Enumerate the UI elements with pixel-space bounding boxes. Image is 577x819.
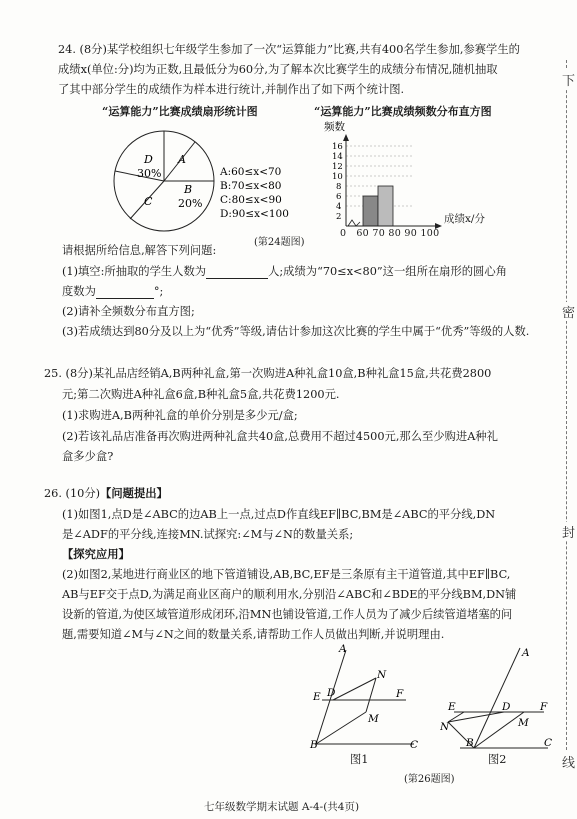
fig1-label-c: C: [410, 739, 419, 750]
hist-ytick: 10: [332, 172, 343, 182]
fig2-label-a: A: [522, 647, 530, 659]
margin-char: 封: [562, 522, 575, 541]
fig2-label-n: N: [440, 721, 450, 733]
hist-ytick: 12: [332, 162, 343, 172]
q24-part1: (1)填空:所抽取的学生人数为 人;成绩为“70≤x<80”这一组所在扇形的圆心角: [62, 265, 507, 278]
legend-d: D:90≤x<100: [220, 208, 289, 220]
answer-blank-angle[interactable]: [96, 285, 154, 299]
fig1-caption: 图1: [350, 753, 369, 766]
answer-blank-count[interactable]: [206, 265, 268, 279]
fig1-label-e: E: [313, 691, 321, 703]
hist-x-label: 成绩x/分: [444, 213, 485, 225]
pie-slices: [114, 131, 214, 231]
q25-line2: 元;第二次购进A种礼盒6盒,B种礼盒5盒,共花费1200元.: [62, 388, 340, 401]
q26-line3: (2)如图2,某地进行商业区的地下管道铺设,AB,BC,EF是三条原有主干道管道,其中EF∥BC,: [62, 568, 511, 581]
pie-label-c: C: [144, 195, 153, 208]
fig1-label-n: N: [377, 669, 387, 681]
fig1-label-d: D: [327, 687, 336, 699]
pie-chart: [108, 125, 318, 240]
q25-line1: 25. (8分)某礼品店经销A,B两种礼盒,第一次购进A种礼盒10盒,B种礼盒15盒,共花费2800: [44, 367, 492, 380]
fig24-caption: (第24题图): [254, 237, 305, 248]
hist-bar-60-70: [363, 196, 378, 226]
legend-a: A:60≤x<70: [220, 166, 282, 178]
q26-heading: 26. (10分)【问题提出】: [44, 486, 168, 500]
fig2-label-m: M: [518, 717, 529, 729]
fig2-caption: 图2: [488, 753, 507, 766]
fig2-label-f: F: [540, 701, 548, 713]
q26-line5: 设新的管道,为使区域管道形成闭环,沿MN也铺设管道,工作人员为了减少后续管道堵塞的问: [62, 608, 513, 621]
fig1-label-f: F: [396, 688, 404, 700]
pie-label-a: A: [178, 153, 186, 166]
pie-label-b-pct: 20%: [178, 197, 203, 210]
q25-line4: (2)若该礼品店准备再次购进两种礼盒共40盒,总费用不超过4500元,那么至少购进A种礼: [62, 430, 498, 443]
pie-label-b: B: [184, 183, 193, 196]
fig1-label-m: M: [368, 713, 379, 725]
q24-intro: 请根据所给信息,解答下列问题:: [62, 244, 217, 257]
pie-chart-title: “运算能力”比赛成绩扇形统计图: [102, 105, 258, 118]
fig2-label-b: B: [466, 737, 474, 749]
pie-label-d-pct: 30%: [137, 167, 162, 180]
fig2-label-d: D: [502, 701, 511, 713]
fig2-label-c: C: [544, 737, 553, 749]
q26-line6: 题,需要知道∠M与∠N之间的数量关系,请帮助工作人员做出判断,并说明理由.: [62, 628, 445, 641]
q24-part3: (3)若成绩达到80分及以上为“优秀”等级,请估计参加这次比赛的学生中属于“优秀”等级的人数.: [62, 325, 530, 338]
q24-line1: 24. (8分)某学校组织七年级学生参加了一次“运算能力”比赛,共有400名学生参加,参赛学生的: [58, 43, 520, 56]
pie-label-d: D: [144, 153, 153, 166]
hist-bar-70-80: [378, 186, 393, 226]
figure-1: [306, 640, 421, 750]
q26-heading2: 【探究应用】: [62, 547, 130, 561]
fig1-label-b: B: [310, 739, 318, 750]
fig26-caption: (第26题图): [404, 774, 455, 785]
hist-ytick: 8: [336, 182, 342, 192]
q26-line1: (1)如图1,点D是∠ABC的边AB上一点,过点D作直线EF∥BC,BM是∠ABC的平分线,DN: [62, 508, 496, 521]
q26-line2: 是∠ADF的平分线,连接MN.试探究:∠M与∠N的数量关系;: [62, 528, 354, 541]
legend-c: C:80≤x<90: [220, 194, 282, 206]
margin-char: 密: [562, 302, 575, 321]
hist-ytick: 14: [332, 152, 343, 162]
hist-ytick: 6: [336, 192, 342, 202]
q24-line3: 了其中部分学生的成绩作为样本进行统计,并制作出了如下两个统计图.: [58, 83, 405, 96]
q24-part1-cont: 度数为 °;: [62, 285, 164, 298]
figure-2: [440, 640, 555, 750]
q24-part2: (2)请补全频数分布直方图;: [62, 305, 195, 318]
hist-xticks: 0 60 70 80 90 100: [340, 228, 440, 239]
margin-char: 下: [562, 70, 575, 89]
page-footer: 七年级数学期末试题 A-4-(共4页): [204, 801, 360, 813]
fig2-label-e: E: [448, 701, 456, 713]
legend-b: B:70≤x<80: [220, 180, 282, 192]
hist-ytick: 4: [336, 202, 342, 212]
histogram-title: “运算能力”比赛成绩频数分布直方图: [314, 105, 492, 118]
q24-line2: 成绩x(单位:分)均为正数,且最低分为60分,为了解本次比赛学生的成绩分布情况,随机抽取: [58, 63, 498, 76]
binding-line: [566, 60, 568, 760]
hist-ytick: 16: [332, 142, 343, 152]
q26-line4: AB与EF交于点D,为满足商业区商户的顺利用水,分别沿∠ABC和∠BDE的平分线BM,DN铺: [62, 588, 517, 601]
fig1-label-a: A: [339, 643, 347, 655]
hist-ytick: 2: [336, 212, 342, 222]
q25-line3: (1)求购进A,B两种礼盒的单价分别是多少元/盒;: [62, 409, 298, 422]
margin-char: 线: [562, 752, 575, 771]
q25-line5: 盒多少盒?: [62, 450, 114, 463]
hist-y-label: 频数: [324, 121, 345, 133]
